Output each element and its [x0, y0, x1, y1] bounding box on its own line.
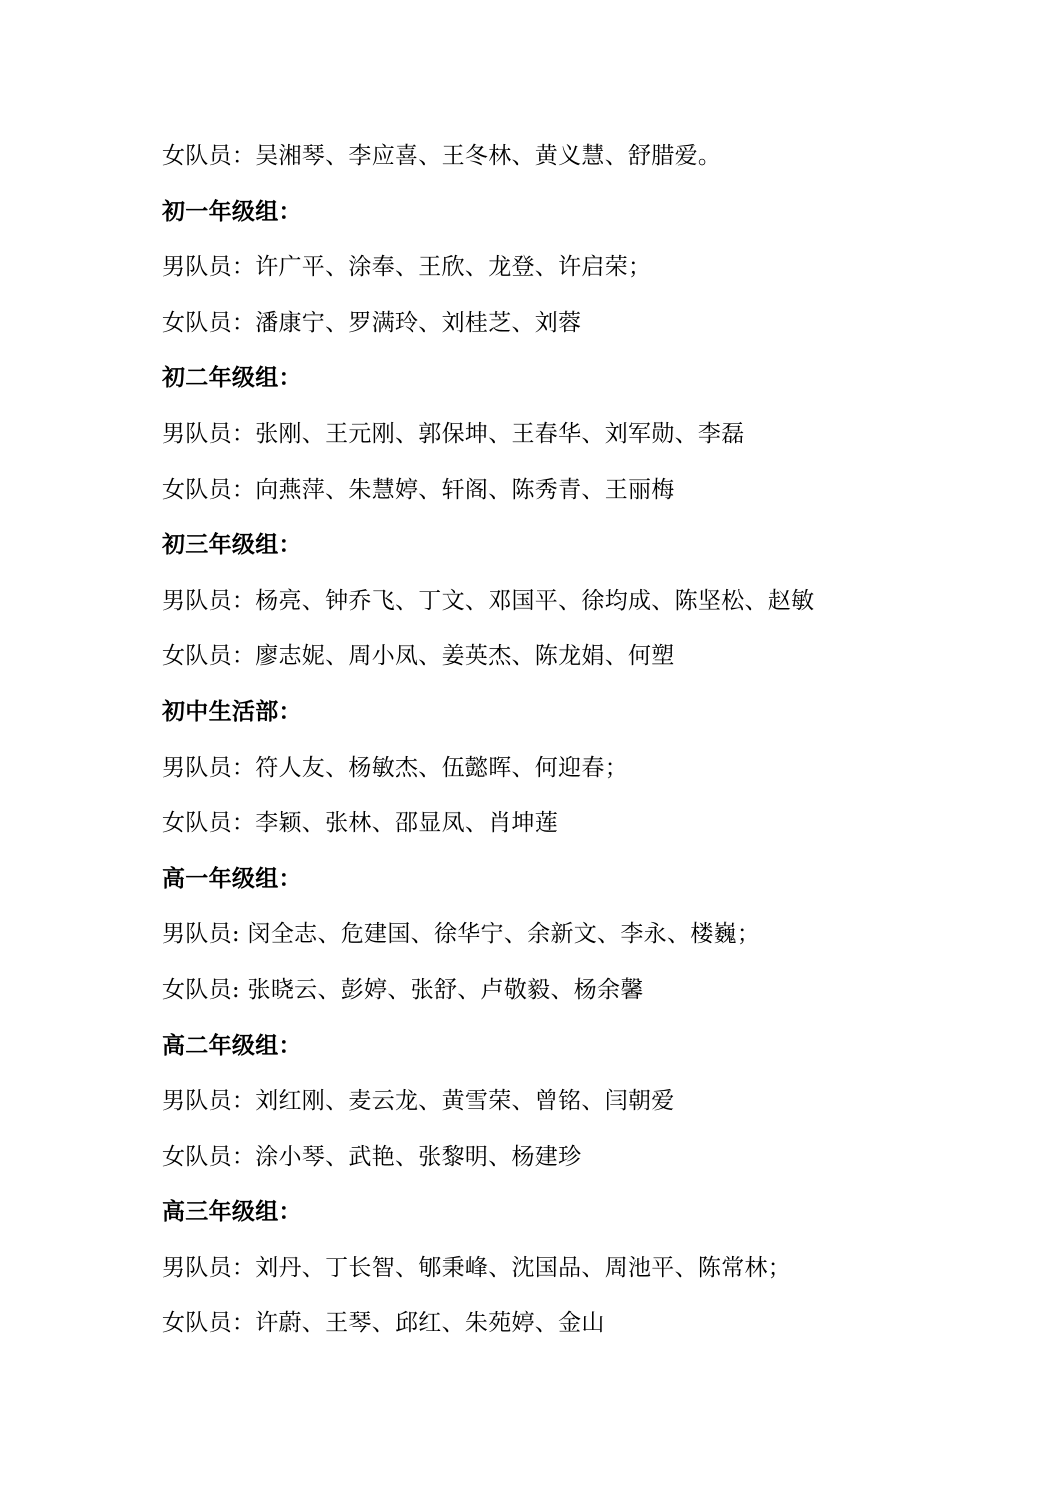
section-heading-grade10: 高一年级组： — [162, 864, 302, 892]
section-heading-grade11: 高二年级组： — [162, 1031, 302, 1059]
member-line-boys-grade10: 男队员: 闵全志、危建国、徐华宁、余新文、李永、楼巍； — [162, 921, 761, 948]
member-line-girls-grade12: 女队员：许蔚、王琴、邱红、朱苑婷、金山 — [162, 1310, 605, 1337]
member-line-girls-prev: 女队员：吴湘琴、李应喜、王冬林、黄义慧、舒腊爱。 — [162, 143, 722, 169]
member-line-boys-grade9: 男队员：杨亮、钟乔飞、丁文、邓国平、徐均成、陈坚松、赵敏 — [162, 587, 815, 614]
member-line-girls-junior-life: 女队员：李颖、张林、邵显凤、肖坤莲 — [162, 810, 559, 837]
member-line-girls-grade11: 女队员：涂小琴、武艳、张黎明、杨建珍 — [162, 1143, 582, 1170]
section-heading-grade9: 初三年级组： — [162, 531, 302, 559]
member-line-boys-grade11: 男队员：刘红刚、麦云龙、黄雪荣、曾铭、闫朝爱 — [162, 1088, 675, 1115]
member-line-boys-junior-life: 男队员：符人友、杨敏杰、伍懿晖、何迎春； — [162, 754, 628, 781]
member-line-girls-grade8: 女队员：向燕萍、朱慧婷、轩阁、陈秀青、王丽梅 — [162, 476, 675, 503]
section-heading-grade8: 初二年级组： — [162, 364, 302, 392]
member-line-boys-grade8: 男队员：张刚、王元刚、郭保坤、王春华、刘军勋、李磊 — [162, 420, 745, 447]
section-heading-grade7: 初一年级组： — [162, 197, 302, 225]
document-page — [162, 134, 982, 1357]
member-line-girls-grade10: 女队员: 张晓云、彭婷、张舒、卢敬毅、杨余馨 — [162, 976, 644, 1003]
section-heading-grade12: 高三年级组： — [162, 1198, 302, 1226]
member-line-girls-grade9: 女队员：廖志妮、周小凤、姜英杰、陈龙娟、何塑 — [162, 643, 675, 670]
member-line-boys-grade7: 男队员：许广平、涂奉、王欣、龙登、许启荣； — [162, 254, 652, 281]
member-line-boys-grade12: 男队员：刘丹、丁长智、郇秉峰、沈国品、周池平、陈常林； — [162, 1254, 792, 1281]
section-heading-junior-life: 初中生活部： — [162, 697, 302, 725]
member-line-girls-grade7: 女队员：潘康宁、罗满玲、刘桂芝、刘蓉 — [162, 309, 582, 336]
